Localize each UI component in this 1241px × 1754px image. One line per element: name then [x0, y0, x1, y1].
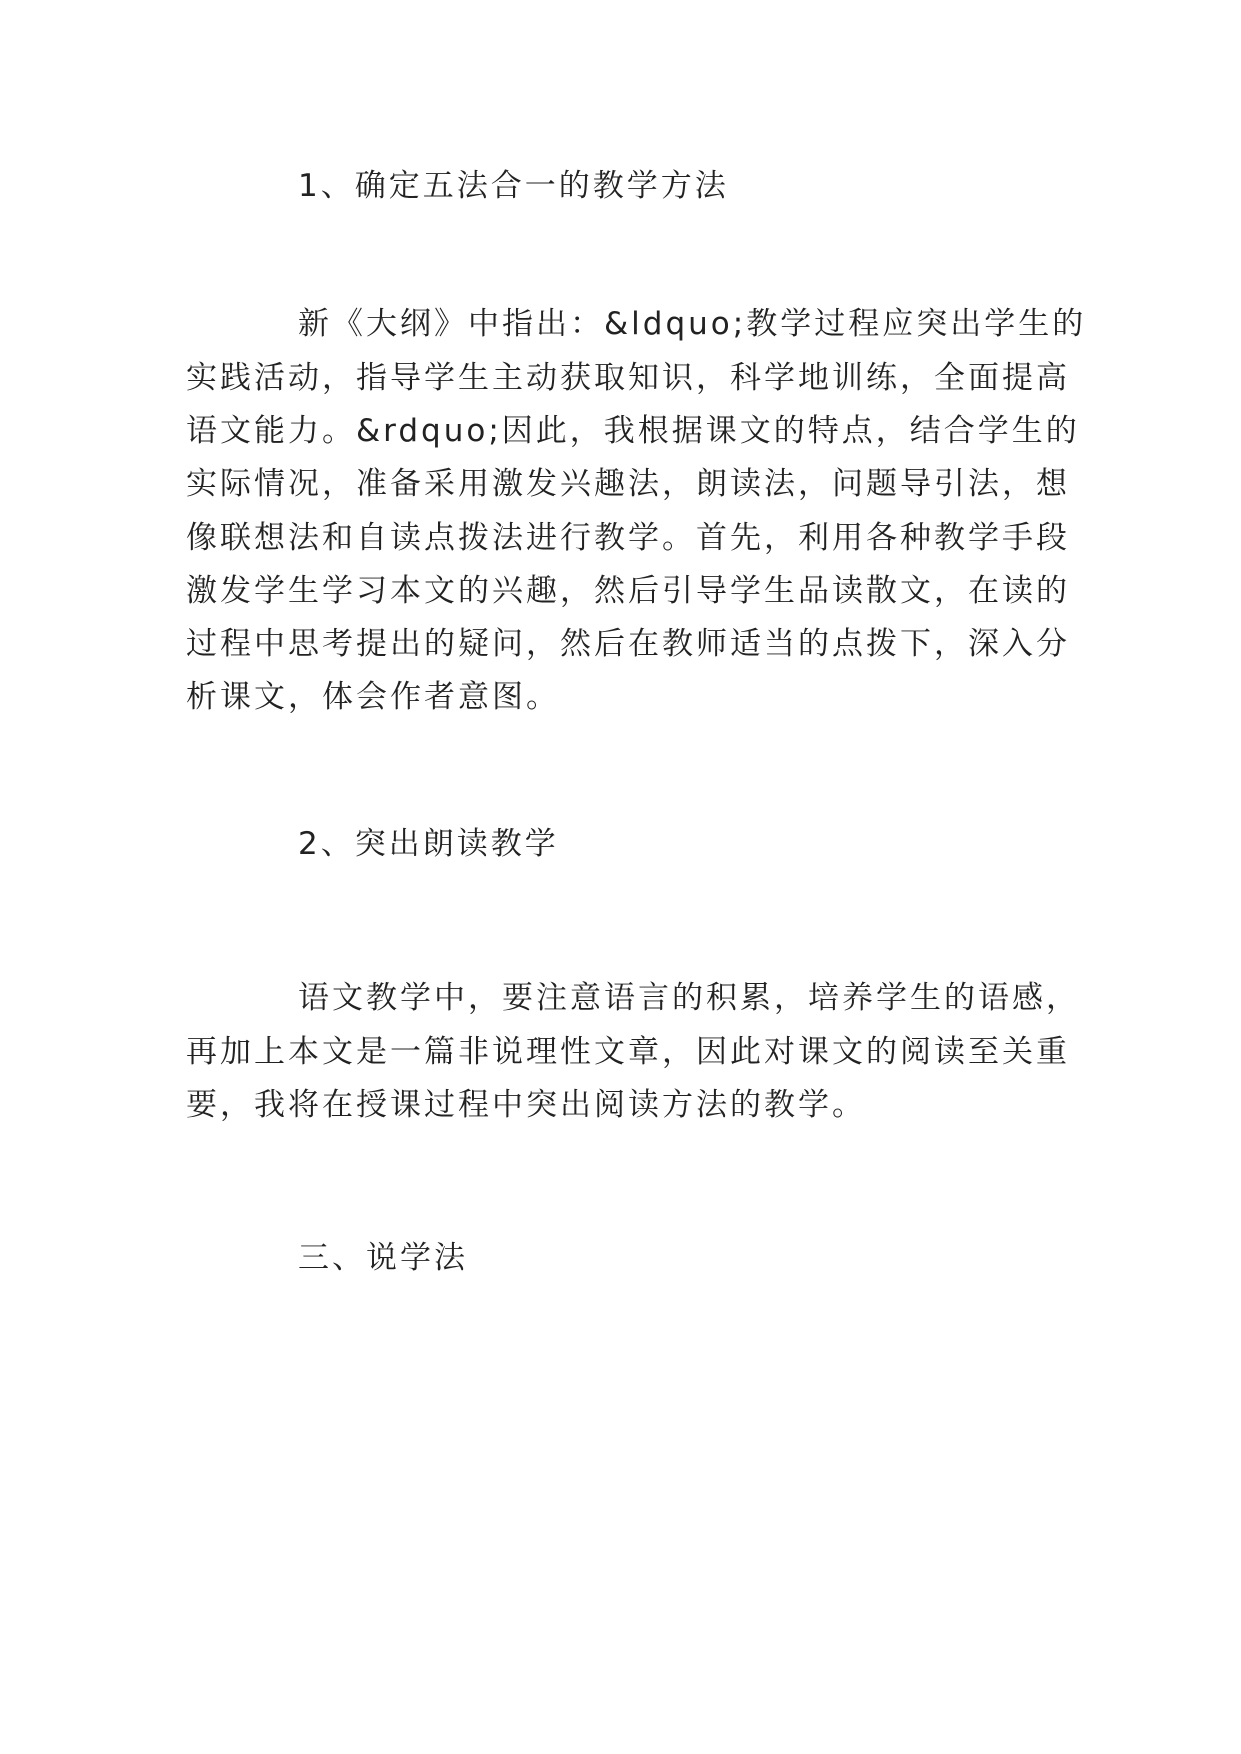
- section-heading-learning-method: 三、说学法: [298, 1240, 468, 1276]
- section-heading-teaching-method: 1、确定五法合一的教学方法: [298, 168, 729, 204]
- paragraph-line: 激发学生学习本文的兴趣，然后引导学生品读散文，在读的: [186, 573, 1070, 609]
- paragraph-line: 要，我将在授课过程中突出阅读方法的教学。: [186, 1087, 866, 1123]
- paragraph-line: 实践活动，指导学生主动获取知识，科学地训练，全面提高: [186, 360, 1070, 396]
- paragraph-line: 过程中思考提出的疑问，然后在教师适当的点拨下，深入分: [186, 626, 1070, 662]
- paragraph-line: 实际情况，准备采用激发兴趣法，朗读法，问题导引法，想: [186, 466, 1070, 502]
- paragraph-line: 语文教学中，要注意语言的积累，培养学生的语感，: [298, 980, 1080, 1016]
- paragraph-line: 新《大纲》中指出：&ldquo;教学过程应突出学生的: [298, 306, 1087, 342]
- paragraph-line: 像联想法和自读点拨法进行教学。首先，利用各种教学手段: [186, 520, 1070, 556]
- section-heading-reading: 2、突出朗读教学: [298, 826, 559, 862]
- paragraph-line: 语文能力。&rdquo;因此，我根据课文的特点，结合学生的: [186, 413, 1080, 449]
- paragraph-line: 再加上本文是一篇非说理性文章，因此对课文的阅读至关重: [186, 1034, 1070, 1070]
- paragraph-line: 析课文，体会作者意图。: [186, 679, 560, 715]
